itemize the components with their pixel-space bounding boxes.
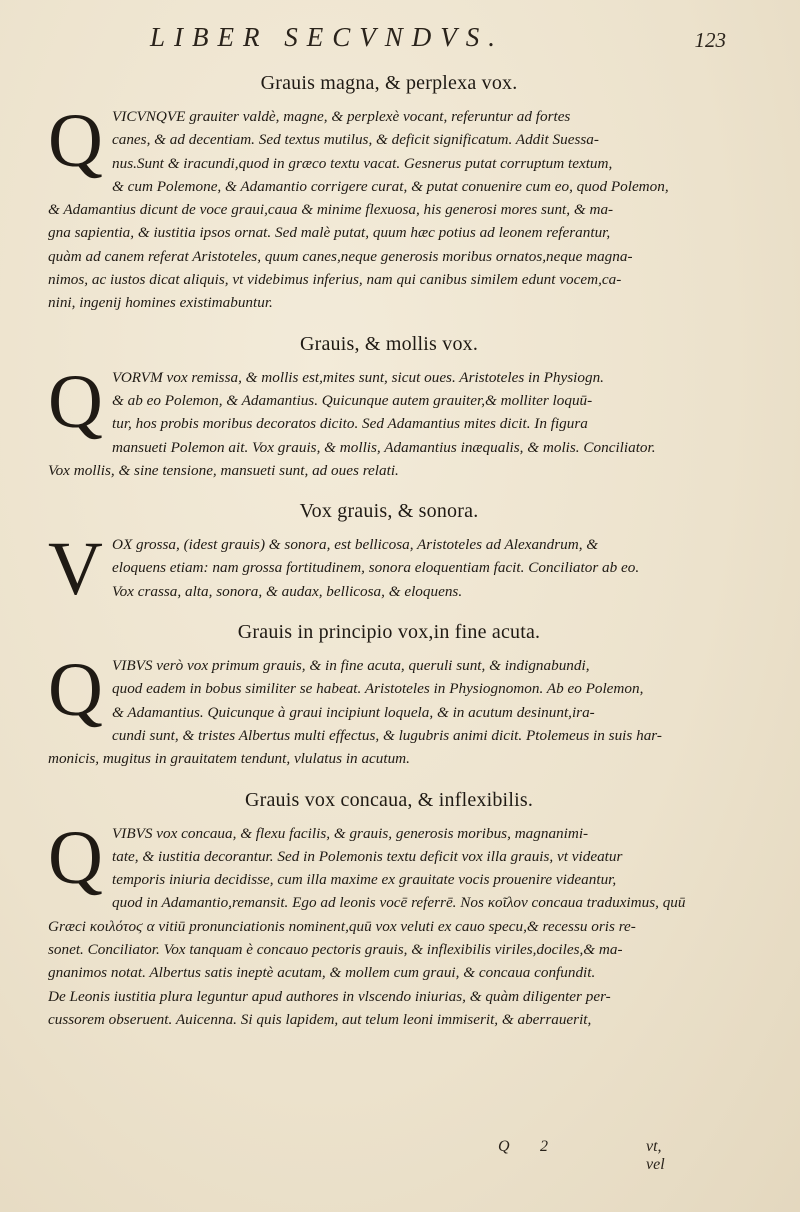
section-grauis-concaua xyxy=(48,789,730,1032)
text-line: quàm ad canem referat Aristoteles, quum canes,neque generosis moribus ornatos,neque magna- xyxy=(48,247,633,265)
text-line: nini, ingenij homines existimabuntur. xyxy=(48,294,273,312)
text-line: nimos, ac iustos dicat aliquis, vt videbimus inferius, nam qui canibus similem edunt vocem,ca- xyxy=(48,271,622,289)
section-heading: Grauis magna, & perplexa vox. xyxy=(260,72,518,94)
signature-mark: Q xyxy=(498,1138,510,1155)
drop-capital: Q xyxy=(48,815,103,900)
drop-capital: V xyxy=(48,527,103,612)
text-line: Vox crassa, alta, sonora, & audax, bellicosa, & eloquens. xyxy=(112,582,463,600)
text-line: OX grossa, (idest grauis) & sonora, est bellicosa, Aristoteles ad Alexandrum, & xyxy=(112,536,599,554)
text-line: tate, & iustitia decorantur. Sed in Polemonis textu deficit vox illa grauis, vt videatur xyxy=(112,847,623,865)
text-line: sonet. Conciliator. Vox tanquam è concauo pectoris grauis, & inflexibilis viriles,dociles,& ma- xyxy=(48,941,623,959)
text-line: & cum Polemone, & Adamantio corrigere curat, & putat conuenire cum eo, quod Polemon, xyxy=(112,177,669,195)
text-line: cundi sunt, & tristes Albertus multi effectus, & lugubris animi dicit. Ptolemeus in suis har- xyxy=(112,726,662,744)
text-line: & Adamantius. Quicunque à graui incipiunt loquela, & in acutum desinunt,ira- xyxy=(112,703,595,721)
text-line: temporis iniuria decidisse, cum illa maxime ex grauitate vocis prouenire videantur, xyxy=(112,871,617,889)
section-grauis-magna xyxy=(48,72,730,315)
text-line: VIBVS verò vox primum grauis, & in fine acuta, queruli sunt, & indignabundi, xyxy=(112,657,590,675)
text-line: quod eadem in bobus similiter se habeat. Aristoteles in Physiognomon. Ab eo Polemon, xyxy=(112,680,644,698)
section-heading: Vox grauis, & sonora. xyxy=(299,500,479,523)
text-line: & ab eo Polemon, & Adamantius. Quicunque autem grauiter,& molliter loquū- xyxy=(112,391,593,409)
page-number: 123 xyxy=(694,28,726,52)
text-line: De Leonis iustitia plura leguntur apud authores in vlscendo iniurias, & quàm diligenter per- xyxy=(48,987,611,1005)
section-heading: Grauis in principio vox,in fine acuta. xyxy=(237,621,541,644)
text-line: tur, hos probis moribus decoratos dicito. Sed Adamantius mites dicit. In figura xyxy=(112,415,588,433)
section-body xyxy=(48,527,730,612)
signature-number: 2 xyxy=(540,1138,548,1155)
section-grauis-acuta xyxy=(48,621,730,770)
section-body xyxy=(48,359,730,482)
catchword: vt, vel xyxy=(646,1138,665,1173)
text-line: mansueti Polemon ait. Vox grauis, & mollis, Adamantius inæqualis, & molis. Conciliator. xyxy=(112,438,656,456)
text-line: & Adamantius dicunt de voce graui,caua & minime flexuosa, his generosi mores sunt, & ma- xyxy=(48,201,614,219)
page-content xyxy=(48,72,730,1031)
section-heading: Grauis, & mollis vox. xyxy=(299,332,479,355)
text-line: canes, & ad decentiam. Sed textus mutilus, & deficit significatum. Addit Suessa- xyxy=(112,131,599,149)
text-line: quod in Adamantio,remansit. Ego ad leonis vocē referrē. Nos κοῖλον concaua traduximus, quū xyxy=(112,894,686,912)
text-line: Vox mollis, & sine tensione, mansueti sunt, ad oues relati. xyxy=(48,461,399,479)
text-line: cussorem obseruent. Auicenna. Si quis lapidem, aut telum leoni immiserit, & aberrauerit, xyxy=(48,1010,592,1028)
section-body xyxy=(48,815,730,1032)
text-line: gna sapientia, & iustitia ipsos ornat. Sed malè putat, quum hæc potius ad leonem referantur, xyxy=(48,224,611,242)
text-line: eloquens etiam: nam grossa fortitudinem, sonora eloquentiam facit. Conciliator ab eo. xyxy=(112,559,640,577)
text-line: gnanimos notat. Albertus satis ineptè acutam, & mollem cum graui, & concaua confundit. xyxy=(48,964,596,982)
text-line: nus.Sunt & iracundi,quod in græco textu vacat. Gesnerus putat corruptum textum, xyxy=(112,154,613,172)
text-line: Græci κοιλότοϛ α vitiū pronunciationis nominent,quū vox veluti ex cauo specu,& recessu oris re- xyxy=(48,917,636,935)
text-line: VIBVS vox concaua, & flexu facilis, & grauis, generosis moribus, magnanimi- xyxy=(112,824,589,842)
section-grauis-sonora xyxy=(48,500,730,612)
section-grauis-mollis xyxy=(48,333,730,482)
text-line: monicis, mugitus in grauitatem tendunt, vlulatus in acutum. xyxy=(48,750,410,768)
drop-capital: Q xyxy=(48,99,103,183)
drop-capital: Q xyxy=(48,648,103,733)
running-title: LIBER SECVNDVS. xyxy=(150,22,504,52)
drop-capital: Q xyxy=(48,359,103,444)
section-body xyxy=(48,99,730,315)
section-heading: Grauis vox concaua, & inflexibilis. xyxy=(244,788,534,811)
text-line: VICVNQVE grauiter valdè, magne, & perplexè vocant, referuntur ad fortes xyxy=(112,108,571,125)
text-line: VORVM vox remissa, & mollis est,mites sunt, sicut oues. Aristoteles in Physiogn. xyxy=(112,368,604,386)
running-head xyxy=(150,22,740,56)
section-body xyxy=(48,648,730,770)
